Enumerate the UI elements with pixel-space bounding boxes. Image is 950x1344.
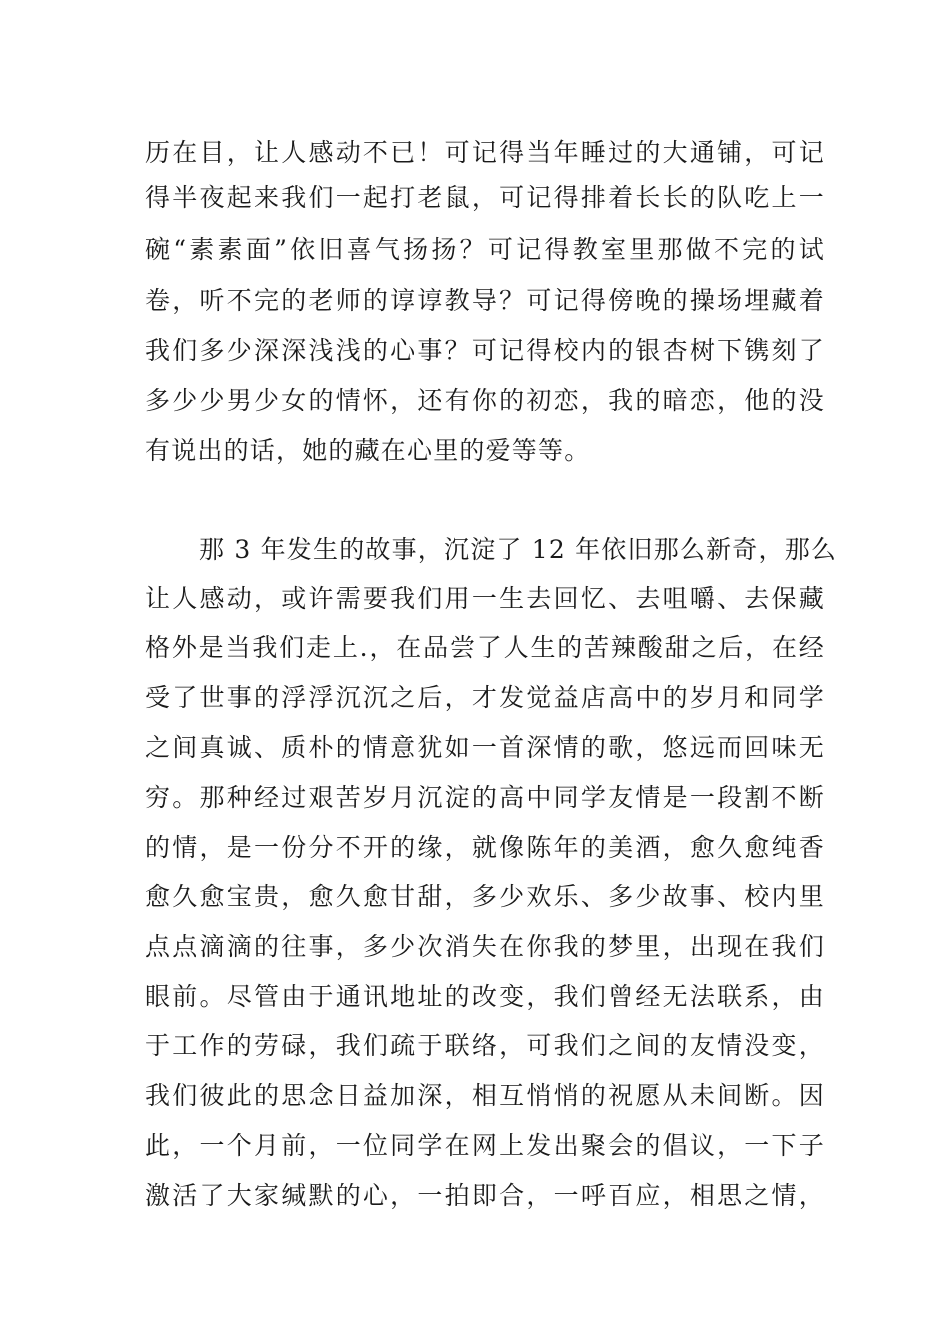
text-line: 穷。那种经过艰苦岁月沉淀的高中同学友情是一段割不断 [145, 783, 825, 812]
text-line: 格外是当我们走上.，在品尝了人生的苦辣酸甜之后，在经 [145, 633, 825, 662]
text-line: 有说出的话，她的藏在心里的爱等等。 [145, 436, 591, 465]
text-line: 历在目，让人感动不已！可记得当年睡过的大通铺，可记 [145, 138, 825, 167]
text-line: 受了世事的浮浮沉沉之后，才发觉益店高中的岁月和同学 [145, 683, 825, 712]
text-line: 于工作的劳碌，我们疏于联络，可我们之间的友情没变， [145, 1031, 825, 1060]
text-line: 眼前。尽管由于通讯地址的改变，我们曾经无法联系，由 [145, 982, 825, 1011]
text-line: 碗“素素面”依旧喜气扬扬？可记得教室里那做不完的试 [145, 235, 825, 264]
text-line: 得半夜起来我们一起打老鼠，可记得排着长长的队吃上一 [145, 183, 825, 212]
text-line: 那 3 年发生的故事，沉淀了 12 年依旧那么新奇，那么 [199, 535, 838, 564]
text-line: 我们多少深深浅浅的心事？可记得校内的银杏树下镌刻了 [145, 336, 825, 365]
text-line: 此，一个月前，一位同学在网上发出聚会的倡议，一下子 [145, 1131, 825, 1160]
text-line: 我们彼此的思念日益加深，相互悄悄的祝愿从未间断。因 [145, 1081, 825, 1110]
text-line: 愈久愈宝贵，愈久愈甘甜，多少欢乐、多少故事、校内里 [145, 882, 825, 911]
text-line: 多少少男少女的情怀，还有你的初恋，我的暗恋，他的没 [145, 386, 825, 415]
text-line: 卷，听不完的老师的谆谆教导？可记得傍晚的操场埋藏着 [145, 286, 825, 315]
text-line: 点点滴滴的往事，多少次消失在你我的梦里，出现在我们 [145, 932, 825, 961]
text-line: 之间真诚、质朴的情意犹如一首深情的歌，悠远而回味无 [145, 733, 825, 762]
text-line: 的情，是一份分不开的缘，就像陈年的美酒，愈久愈纯香 [145, 833, 825, 862]
text-line: 激活了大家缄默的心，一拍即合，一呼百应，相思之情， [145, 1181, 825, 1210]
text-line: 让人感动，或许需要我们用一生去回忆、去咀嚼、去保藏 [145, 584, 825, 613]
